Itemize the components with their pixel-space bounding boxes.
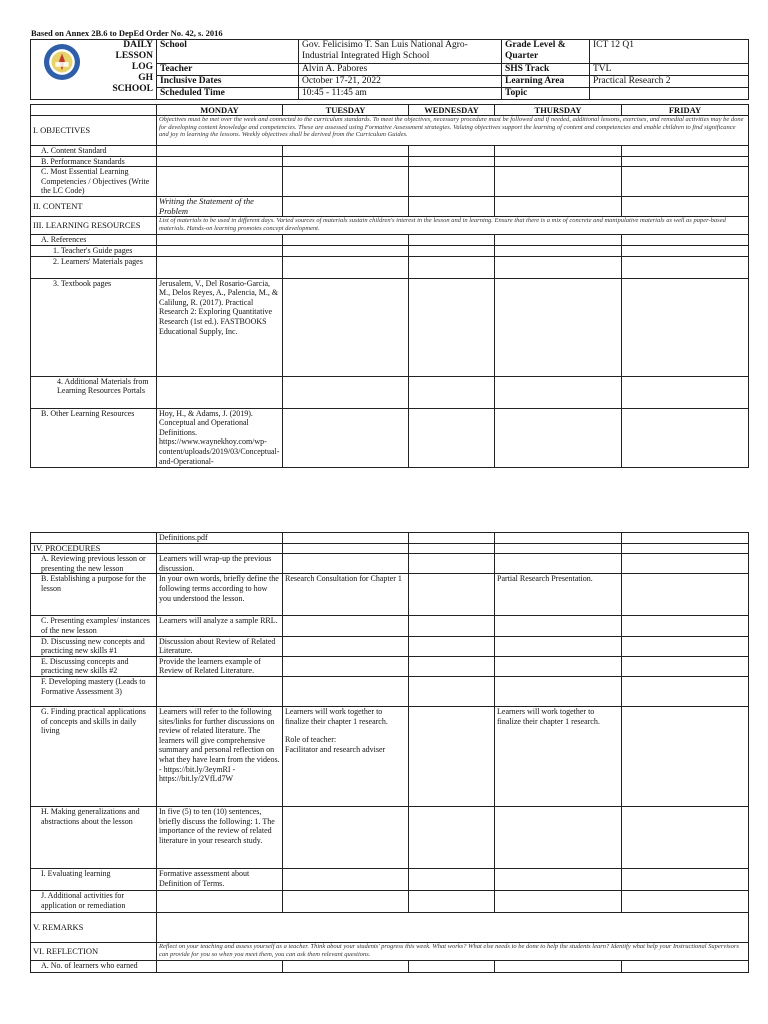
grade-value: ICT 12 Q1 bbox=[590, 40, 749, 64]
references-label: A. References bbox=[31, 235, 157, 246]
title-line-daily: DAILY bbox=[123, 40, 153, 50]
corner-cell bbox=[31, 105, 157, 116]
deped-seal-cell bbox=[31, 40, 101, 100]
lesson-log-title bbox=[101, 40, 157, 100]
other-resources-monday: Hoy, H., & Adams, J. (2019). Conceptual and Operational Definitions. https://www.waynekhoy.com/wp-content/uploads/2019/03/Conceptual-and-Operational- bbox=[157, 408, 283, 467]
time-value: 10:45 - 11:45 am bbox=[299, 88, 502, 100]
day-friday: FRIDAY bbox=[622, 105, 749, 116]
proc-h-label: H. Making generalizations and abstractions about the lesson bbox=[31, 806, 157, 868]
proc-a-label: A. Reviewing previous lesson or presenting the new lesson bbox=[31, 554, 157, 574]
time-label: Scheduled Time bbox=[157, 88, 299, 100]
objectives-label: I. OBJECTIVES bbox=[31, 116, 157, 146]
no-learners-label: A. No. of learners who earned bbox=[31, 960, 157, 972]
track-label: SHS Track bbox=[502, 64, 590, 76]
proc-e-label: E. Discussing concepts and practicing new skills #2 bbox=[31, 656, 157, 676]
school-value: Gov. Felicisimo T. San Luis National Agro-Industrial Integrated High School bbox=[299, 40, 502, 64]
proc-g-tuesday-role-detail: Facilitator and research adviser bbox=[285, 744, 386, 754]
header-table bbox=[30, 39, 749, 100]
proc-a-monday: Learners will wrap-up the previous discussion. bbox=[157, 554, 283, 574]
proc-g-tuesday-role: Role of teacher: bbox=[285, 735, 337, 745]
dates-label: Inclusive Dates bbox=[157, 76, 299, 88]
objectives-note: Objectives must be met over the week and connected to the curriculum standards. To meet the objectives, necessary procedure must be followed and if needed, additional lessons, exercises, and remedial activities may be done for developing content knowledge and competencies. These are assessed using Formative Assessment strategies. Valuing objectives support the learning of content and competencies and enable children to find significance and joy in learning the lessons. Weekly objectives shall be derived from the Curriculum Guides. bbox=[157, 116, 749, 146]
school-label: School bbox=[157, 40, 299, 64]
teacher-value: Alvin A. Pabores bbox=[299, 64, 502, 76]
content-monday: Writing the Statement of the Problem bbox=[157, 197, 283, 217]
area-label: Learning Area bbox=[502, 76, 590, 88]
content-label: II. CONTENT bbox=[31, 197, 157, 217]
lesson-table-part1 bbox=[30, 104, 749, 468]
proc-h-monday: In five (5) to ten (10) sentences, briefly discuss the following: 1. The importance of the review of related literature in your research study. bbox=[157, 806, 283, 868]
proc-e-monday: Provide the learners example of Review of Related Literature. bbox=[157, 656, 283, 676]
proc-c-monday: Learners will analyze a sample RRL. bbox=[157, 616, 283, 636]
proc-c-label: C. Presenting examples/ instances of the new lesson bbox=[31, 616, 157, 636]
tg-pages-label: 1. Teacher's Guide pages bbox=[31, 245, 157, 256]
day-wednesday: WEDNESDAY bbox=[409, 105, 495, 116]
proc-i-monday: Formative assessment about Definition of Terms. bbox=[157, 868, 283, 890]
procedures-label: IV. PROCEDURES bbox=[31, 543, 157, 554]
track-value: TVL bbox=[590, 64, 749, 76]
dates-value: October 17-21, 2022 bbox=[299, 76, 502, 88]
other-resources-label: B. Other Learning Resources bbox=[31, 408, 157, 467]
grade-label: Grade Level & Quarter bbox=[502, 40, 590, 64]
area-value: Practical Research 2 bbox=[590, 76, 749, 88]
additional-materials-label: 4. Additional Materials from Learning Resources Portals bbox=[31, 376, 157, 408]
proc-b-monday: In your own words, briefly define the following terms according to how you understood the lesson. bbox=[157, 574, 283, 616]
proc-j-label: J. Additional activities for application or remediation bbox=[31, 890, 157, 912]
proc-g-tuesday-task: Learners will work together to finalize their chapter 1 research. bbox=[285, 706, 388, 726]
textbook-pages-label: 3. Textbook pages bbox=[31, 278, 157, 376]
proc-b-tuesday: Research Consultation for Chapter 1 bbox=[283, 574, 409, 616]
proc-g-tuesday bbox=[283, 706, 409, 806]
lm-pages-label: 2. Learners' Materials pages bbox=[31, 256, 157, 278]
competencies-label: C. Most Essential Learning Competencies / Objectives (Write the LC Code) bbox=[31, 167, 157, 197]
day-monday: MONDAY bbox=[157, 105, 283, 116]
proc-d-monday: Discussion about Review of Related Literature. bbox=[157, 636, 283, 656]
teacher-label: Teacher bbox=[157, 64, 299, 76]
resources-label: III. LEARNING RESOURCES bbox=[31, 217, 157, 235]
performance-standard-label: B. Performance Standards bbox=[31, 156, 157, 167]
proc-g-thursday: Learners will work together to finalize their chapter 1 research. bbox=[495, 706, 622, 806]
title-line-log: LOG bbox=[131, 62, 153, 72]
day-tuesday: TUESDAY bbox=[283, 105, 409, 116]
resources-note: List of materials to be used in different days. Varied sources of materials sustain children's interest in the lesson and in learning. Ensure that there is a mix of concrete and manipulative materials as well as paper-based materials. Hands-on learning promotes concept development. bbox=[157, 217, 749, 235]
lesson-table-part2 bbox=[30, 532, 749, 973]
proc-g-label: G. Finding practical applications of concepts and skills in daily living bbox=[31, 706, 157, 806]
reflection-label: VI. REFLECTION bbox=[31, 942, 157, 960]
topic-value bbox=[590, 88, 749, 100]
content-standard-label: A. Content Standard bbox=[31, 146, 157, 157]
other-resources-monday-continued: Definitions.pdf bbox=[157, 533, 283, 544]
title-line-lesson: LESSON bbox=[115, 51, 153, 61]
remarks-label: V. REMARKS bbox=[31, 912, 157, 942]
proc-g-monday: Learners will refer to the following sites/links for further discussions on review of related literature. The learners will give comprehensive summary and personal reflection on what they have learn from the videos. - https://bit.ly/3eymRI - https://bit.ly/2VfLd7W bbox=[157, 706, 283, 806]
proc-d-label: D. Discussing new concepts and practicing new skills #1 bbox=[31, 636, 157, 656]
day-thursday: THURSDAY bbox=[495, 105, 622, 116]
proc-i-label: I. Evaluating learning bbox=[31, 868, 157, 890]
proc-f-label: F. Developing mastery (Leads to Formative Assessment 3) bbox=[31, 676, 157, 706]
title-school-suffix: GH SCHOOL bbox=[112, 73, 153, 94]
reflection-note: Reflect on your teaching and assess yourself as a teacher. Think about your students' progress this week. What works? What else needs to be done to help the students learn? Identify what help your Instructional Supervisors can provide for you so when you meet them, you can ask them relevant questions. bbox=[157, 942, 749, 960]
proc-b-thursday: Partial Research Presentation. bbox=[495, 574, 622, 616]
topic-label: Topic bbox=[502, 88, 590, 100]
deped-seal-icon bbox=[43, 43, 81, 81]
textbook-monday: Jerusalem, V., Del Rosario-Garcia, M., Delos Reyes, A., Palencia, M., & Calilung, R. (2017). Practical Research 2: Exploring Quantitative Research (1st ed.). FASTBOOKS Educational Supply, Inc. bbox=[157, 278, 283, 376]
annex-basis: Based on Annex 2B.6 to DepEd Order No. 42, s. 2016 bbox=[31, 28, 223, 38]
proc-b-label: B. Establishing a purpose for the lesson bbox=[31, 574, 157, 616]
